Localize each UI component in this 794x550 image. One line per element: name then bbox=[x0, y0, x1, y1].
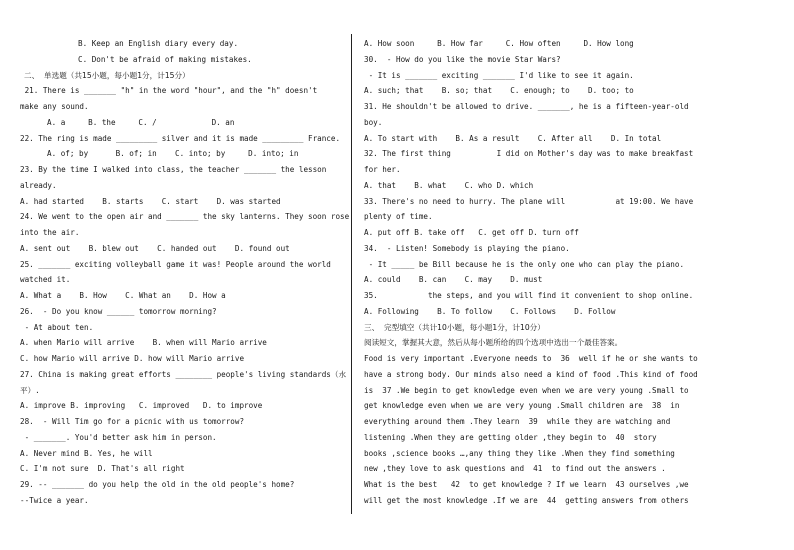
text-line: will get the most knowledge .If we are 44 getting answers from others bbox=[364, 495, 689, 505]
text-line: What is the best 42 to get knowledge ? If we learn 43 ourselves ,we bbox=[364, 480, 689, 489]
text-line: 32. The first thing I did on Mother's day was to make breakfast bbox=[364, 149, 694, 159]
text-line: 28. - Will Tim go for a picnic with us tomorrow? bbox=[20, 417, 245, 426]
text-line: A. How soon B. How far C. How often D. How long bbox=[364, 39, 634, 48]
text-line: A. had started B. starts C. start D. was started bbox=[20, 196, 281, 206]
text-line: into the air. bbox=[20, 228, 80, 237]
text-line: C. how Mario will arrive D. how will Mario arrive bbox=[20, 354, 245, 363]
text-line: - _______. You'd better ask him in person. bbox=[20, 432, 217, 442]
text-line: A. when Mario will arrive B. when will Mario arrive bbox=[20, 338, 267, 348]
text-line: A. sent out B. blew out C. handed out D. found out bbox=[20, 243, 290, 253]
text-line: new ,they love to ask questions and 41 to find out the answers . bbox=[364, 464, 666, 474]
text-line: already. bbox=[20, 180, 57, 190]
text-line: plenty of time. bbox=[364, 212, 433, 222]
text-line: A. that B. what C. who D. which bbox=[364, 180, 534, 190]
text-line: - It is _______ exciting _______ I'd like to see it again. bbox=[364, 70, 634, 80]
right-column bbox=[364, 36, 698, 509]
text-line: everything around them .They learn 39 while they are watching and bbox=[364, 417, 671, 426]
text-line: 21. There is _______ "h" in the word "hour", and the "h" doesn't bbox=[20, 86, 318, 96]
text-line: get knowledge even when we are very young .Small children are 38 in bbox=[364, 401, 680, 411]
text-line: A. a B. the C. / D. an bbox=[47, 117, 235, 127]
text-line: 平）. bbox=[20, 385, 40, 395]
text-line: make any sound. bbox=[20, 102, 89, 111]
text-line: 26. - Do you know ______ tomorrow morning? bbox=[20, 306, 217, 316]
text-line: A. What a B. How C. What an D. How a bbox=[20, 291, 226, 300]
text-line: 35. the steps, and you will find it convenient to shop online. bbox=[364, 291, 694, 300]
text-line: 27. China is making great efforts ________ people's living standards（水 bbox=[20, 369, 347, 379]
text-line: C. Don't be afraid of making mistakes. bbox=[78, 54, 252, 64]
text-line: A. such; that B. so; that C. enough; to D. too; to bbox=[364, 86, 634, 96]
text-line: A. of; by B. of; in C. into; by D. into; in bbox=[47, 149, 299, 159]
text-line: 33. There's no need to hurry. The plane will at 19:00. We have bbox=[364, 196, 694, 206]
text-line: listening .When they are getting older ,they begin to 40 story bbox=[364, 432, 657, 442]
text-line: --Twice a year. bbox=[20, 495, 89, 505]
text-line: 31. He shouldn't be allowed to drive. _______, he is a fifteen-year-old bbox=[364, 102, 689, 111]
text-line: is 37 .We begin to get knowledge even when we are very young .Small to bbox=[364, 385, 689, 395]
text-line: Food is very important .Everyone needs to 36 well if he or she wants to bbox=[364, 354, 698, 363]
section-heading: 三、 完型填空（共计10小题，每小题1分，计10分） bbox=[364, 322, 545, 332]
text-line: 29. -- _______ do you help the old in the old people's home? bbox=[20, 480, 295, 489]
text-line: A. could B. can C. may D. must bbox=[364, 275, 543, 285]
text-line: 34. - Listen! Somebody is playing the piano. bbox=[364, 243, 570, 253]
text-line: A. put off B. take off C. get off D. turn off bbox=[364, 228, 579, 237]
text-line: 30. - How do you like the movie Star Wars? bbox=[364, 54, 561, 64]
text-line: have a strong body. Our minds also need a kind of food .This kind of food bbox=[364, 369, 698, 379]
section-heading: 二、 单选题（共15小题，每小题1分，计15分） bbox=[24, 70, 190, 80]
text-line: for her. bbox=[364, 165, 401, 174]
text-line: 22. The ring is made _________ silver and it is made _________ France. bbox=[20, 133, 341, 143]
left-column bbox=[20, 36, 350, 509]
text-line: books ,science books …,any thing they like .When they find something bbox=[364, 448, 675, 458]
section-heading: 阅读短文，掌握其大意，然后从每小题所给的四个选项中选出一个最佳答案。 bbox=[364, 338, 623, 348]
text-line: A. Never mind B. Yes, he will bbox=[20, 448, 153, 458]
text-line: 25. _______ exciting volleyball game it was! People around the world bbox=[20, 259, 331, 269]
text-line: A. improve B. improving C. improved D. to improve bbox=[20, 401, 263, 411]
text-line: - At about ten. bbox=[20, 322, 94, 332]
text-line: A. Following B. To follow C. Follows D. Follow bbox=[364, 306, 616, 316]
text-line: A. To start with B. As a result C. After all D. In total bbox=[364, 133, 662, 143]
text-line: 23. By the time I walked into class, the teacher _______ the lesson bbox=[20, 165, 327, 174]
text-line: watched it. bbox=[20, 275, 71, 285]
text-line: B. Keep an English diary every day. bbox=[78, 39, 239, 48]
text-line: boy. bbox=[364, 117, 383, 127]
text-line: - It _____ be Bill because he is the only one who can play the piano. bbox=[364, 259, 685, 269]
column-divider bbox=[351, 34, 352, 514]
text-line: C. I'm not sure D. That's all right bbox=[20, 464, 185, 474]
text-line: 24. We went to the open air and _______ the sky lanterns. They soon rose bbox=[20, 212, 350, 222]
